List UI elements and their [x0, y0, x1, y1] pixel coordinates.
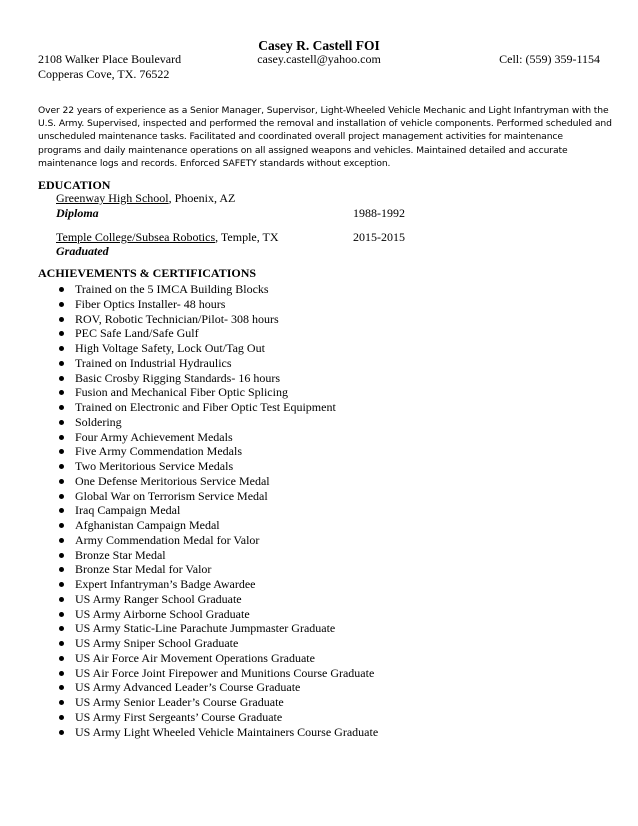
achievement-text: High Voltage Safety, Lock Out/Tag Out [75, 341, 265, 355]
bullet-icon [59, 405, 64, 410]
list-item [56, 577, 378, 592]
achievement-text: US Army Light Wheeled Vehicle Maintainers Course Graduate [75, 724, 379, 739]
list-item [56, 680, 378, 695]
list-item [56, 621, 378, 636]
bullet-icon [59, 376, 64, 381]
achievement-text: US Army Senior Leader’s Course Graduate [75, 695, 284, 709]
bullet-icon [59, 331, 64, 336]
achievement-text: Iraq Campaign Medal [75, 503, 181, 518]
list-item [56, 400, 378, 415]
list-item [56, 548, 378, 563]
bullet-icon [59, 553, 64, 558]
list-item [56, 695, 378, 710]
list-item [56, 474, 378, 489]
achievement-text: Afghanistan Campaign Medal [75, 518, 220, 532]
achievement-text: Basic Crosby Rigging Standards- 16 hours [75, 370, 280, 385]
bullet-icon [59, 523, 64, 528]
bullet-icon [59, 479, 64, 484]
list-item [56, 636, 378, 651]
achievement-text: PEC Safe Land/Safe Gulf [75, 326, 199, 341]
achievement-text: US Army First Sergeants’ Course Graduate [75, 709, 283, 724]
bullet-icon [59, 390, 64, 395]
bullet-icon [59, 346, 64, 351]
cell-phone: Cell: (559) 359-1154 [499, 52, 600, 66]
bullet-icon [59, 700, 64, 705]
bullet-icon [59, 508, 64, 513]
bullet-icon [59, 626, 64, 631]
school-location: , Phoenix, AZ [168, 191, 236, 205]
bullet-icon [59, 302, 64, 307]
bullet-icon [59, 317, 64, 322]
bullet-icon [59, 538, 64, 543]
summary-line: maintenance logs and records. Enforced SAFETY standards without exception. [38, 157, 391, 169]
achievement-text: US Army Sniper School Graduate [75, 636, 239, 650]
education-entry-school [56, 191, 235, 206]
achievement-text: Trained on Electronic and Fiber Optic Test Equipment [75, 400, 336, 414]
bullet-icon [59, 685, 64, 690]
education-entry-years: 2015-2015 [353, 230, 405, 244]
education-entry-degree: Diploma [56, 206, 99, 220]
list-item [56, 725, 378, 740]
list-item [56, 385, 378, 400]
bullet-icon [59, 464, 64, 469]
education-entry-degree: Graduated [56, 244, 109, 258]
list-item [56, 341, 378, 356]
bullet-icon [59, 449, 64, 454]
bullet-icon [59, 641, 64, 646]
list-item [56, 459, 378, 474]
list-item [56, 430, 378, 445]
school-name: Temple College/Subsea Robotics [56, 230, 216, 244]
address-line-1: 2108 Walker Place Boulevard [38, 52, 182, 66]
summary-line: U.S. Army. Supervised, inspected and performed the removal and installation of vehicle components. Performed scheduled and [38, 118, 612, 130]
achievement-text: Four Army Achievement Medals [75, 429, 233, 444]
achievement-text: US Air Force Air Movement Operations Graduate [75, 650, 315, 665]
professional-summary [38, 104, 612, 170]
address-line-2: Copperas Cove, TX. 76522 [38, 67, 170, 81]
achievement-text: Bronze Star Medal [75, 547, 166, 562]
list-item [56, 666, 378, 681]
list-item [56, 607, 378, 622]
achievement-text: Trained on the 5 IMCA Building Blocks [75, 282, 269, 296]
achievements-list [56, 282, 378, 739]
bullet-icon [59, 361, 64, 366]
bullet-icon [59, 730, 64, 735]
candidate-name: Casey R. Castell FOI [258, 38, 380, 53]
list-item [56, 312, 378, 327]
achievement-text: Fusion and Mechanical Fiber Optic Splicing [75, 385, 288, 400]
bullet-icon [59, 671, 64, 676]
education-entry-school [56, 230, 279, 245]
achievement-text: Fiber Optics Installer- 48 hours [75, 296, 226, 311]
list-item [56, 503, 378, 518]
achievement-text: Five Army Commendation Medals [75, 444, 242, 459]
list-item [56, 592, 378, 607]
education-entry-years: 1988-1992 [353, 206, 405, 220]
bullet-icon [59, 582, 64, 587]
bullet-icon [59, 656, 64, 661]
bullet-icon [59, 494, 64, 499]
education-heading: EDUCATION [38, 178, 111, 192]
achievement-text: Expert Infantryman’s Badge Awardee [75, 577, 256, 591]
bullet-icon [59, 287, 64, 292]
bullet-icon [59, 567, 64, 572]
achievements-heading: ACHIEVEMENTS & CERTIFICATIONS [38, 266, 257, 280]
achievement-text: Soldering [75, 414, 122, 429]
list-item [56, 710, 378, 725]
list-item [56, 356, 378, 371]
bullet-icon [59, 597, 64, 602]
list-item [56, 371, 378, 386]
achievement-text: Global War on Terrorism Service Medal [75, 488, 268, 503]
list-item [56, 415, 378, 430]
list-item [56, 444, 378, 459]
achievement-text: US Army Airborne School Graduate [75, 606, 250, 621]
list-item [56, 562, 378, 577]
achievement-text: US Army Static-Line Parachute Jumpmaster Graduate [75, 621, 336, 636]
list-item [56, 489, 378, 504]
list-item [56, 651, 378, 666]
bullet-icon [59, 612, 64, 617]
achievement-text: Trained on Industrial Hydraulics [75, 355, 232, 370]
bullet-icon [59, 420, 64, 425]
bullet-icon [59, 715, 64, 720]
email-address: casey.castell@yahoo.com [257, 52, 381, 66]
list-item [56, 533, 378, 548]
achievement-text: Two Meritorious Service Medals [75, 459, 234, 473]
achievement-text: US Air Force Joint Firepower and Munitions Course Graduate [75, 665, 375, 680]
bullet-icon [59, 435, 64, 440]
summary-line: Over 22 years of experience as a Senior Manager, Supervisor, Light-Wheeled Vehicle Mechanic and Light Infantryman with the [38, 105, 609, 116]
achievement-text: US Army Ranger School Graduate [75, 591, 242, 606]
list-item [56, 297, 378, 312]
school-name: Greenway High School [56, 191, 169, 205]
list-item [56, 282, 378, 297]
achievement-text: ROV, Robotic Technician/Pilot- 308 hours [75, 311, 279, 326]
list-item [56, 518, 378, 533]
list-item [56, 326, 378, 341]
achievement-text: Army Commendation Medal for Valor [75, 532, 260, 547]
achievement-text: One Defense Meritorious Service Medal [75, 473, 270, 488]
achievement-text: US Army Advanced Leader’s Course Graduate [75, 680, 301, 695]
achievement-text: Bronze Star Medal for Valor [75, 562, 212, 577]
school-location: , Temple, TX [215, 230, 279, 244]
summary-line: programs and daily maintenance operations on all assigned weapons and vehicles. Maintained detailed and accurate [38, 144, 568, 156]
summary-line: unscheduled maintenance tasks. Facilitated and coordinated overall project management activities for maintenance [38, 131, 563, 143]
